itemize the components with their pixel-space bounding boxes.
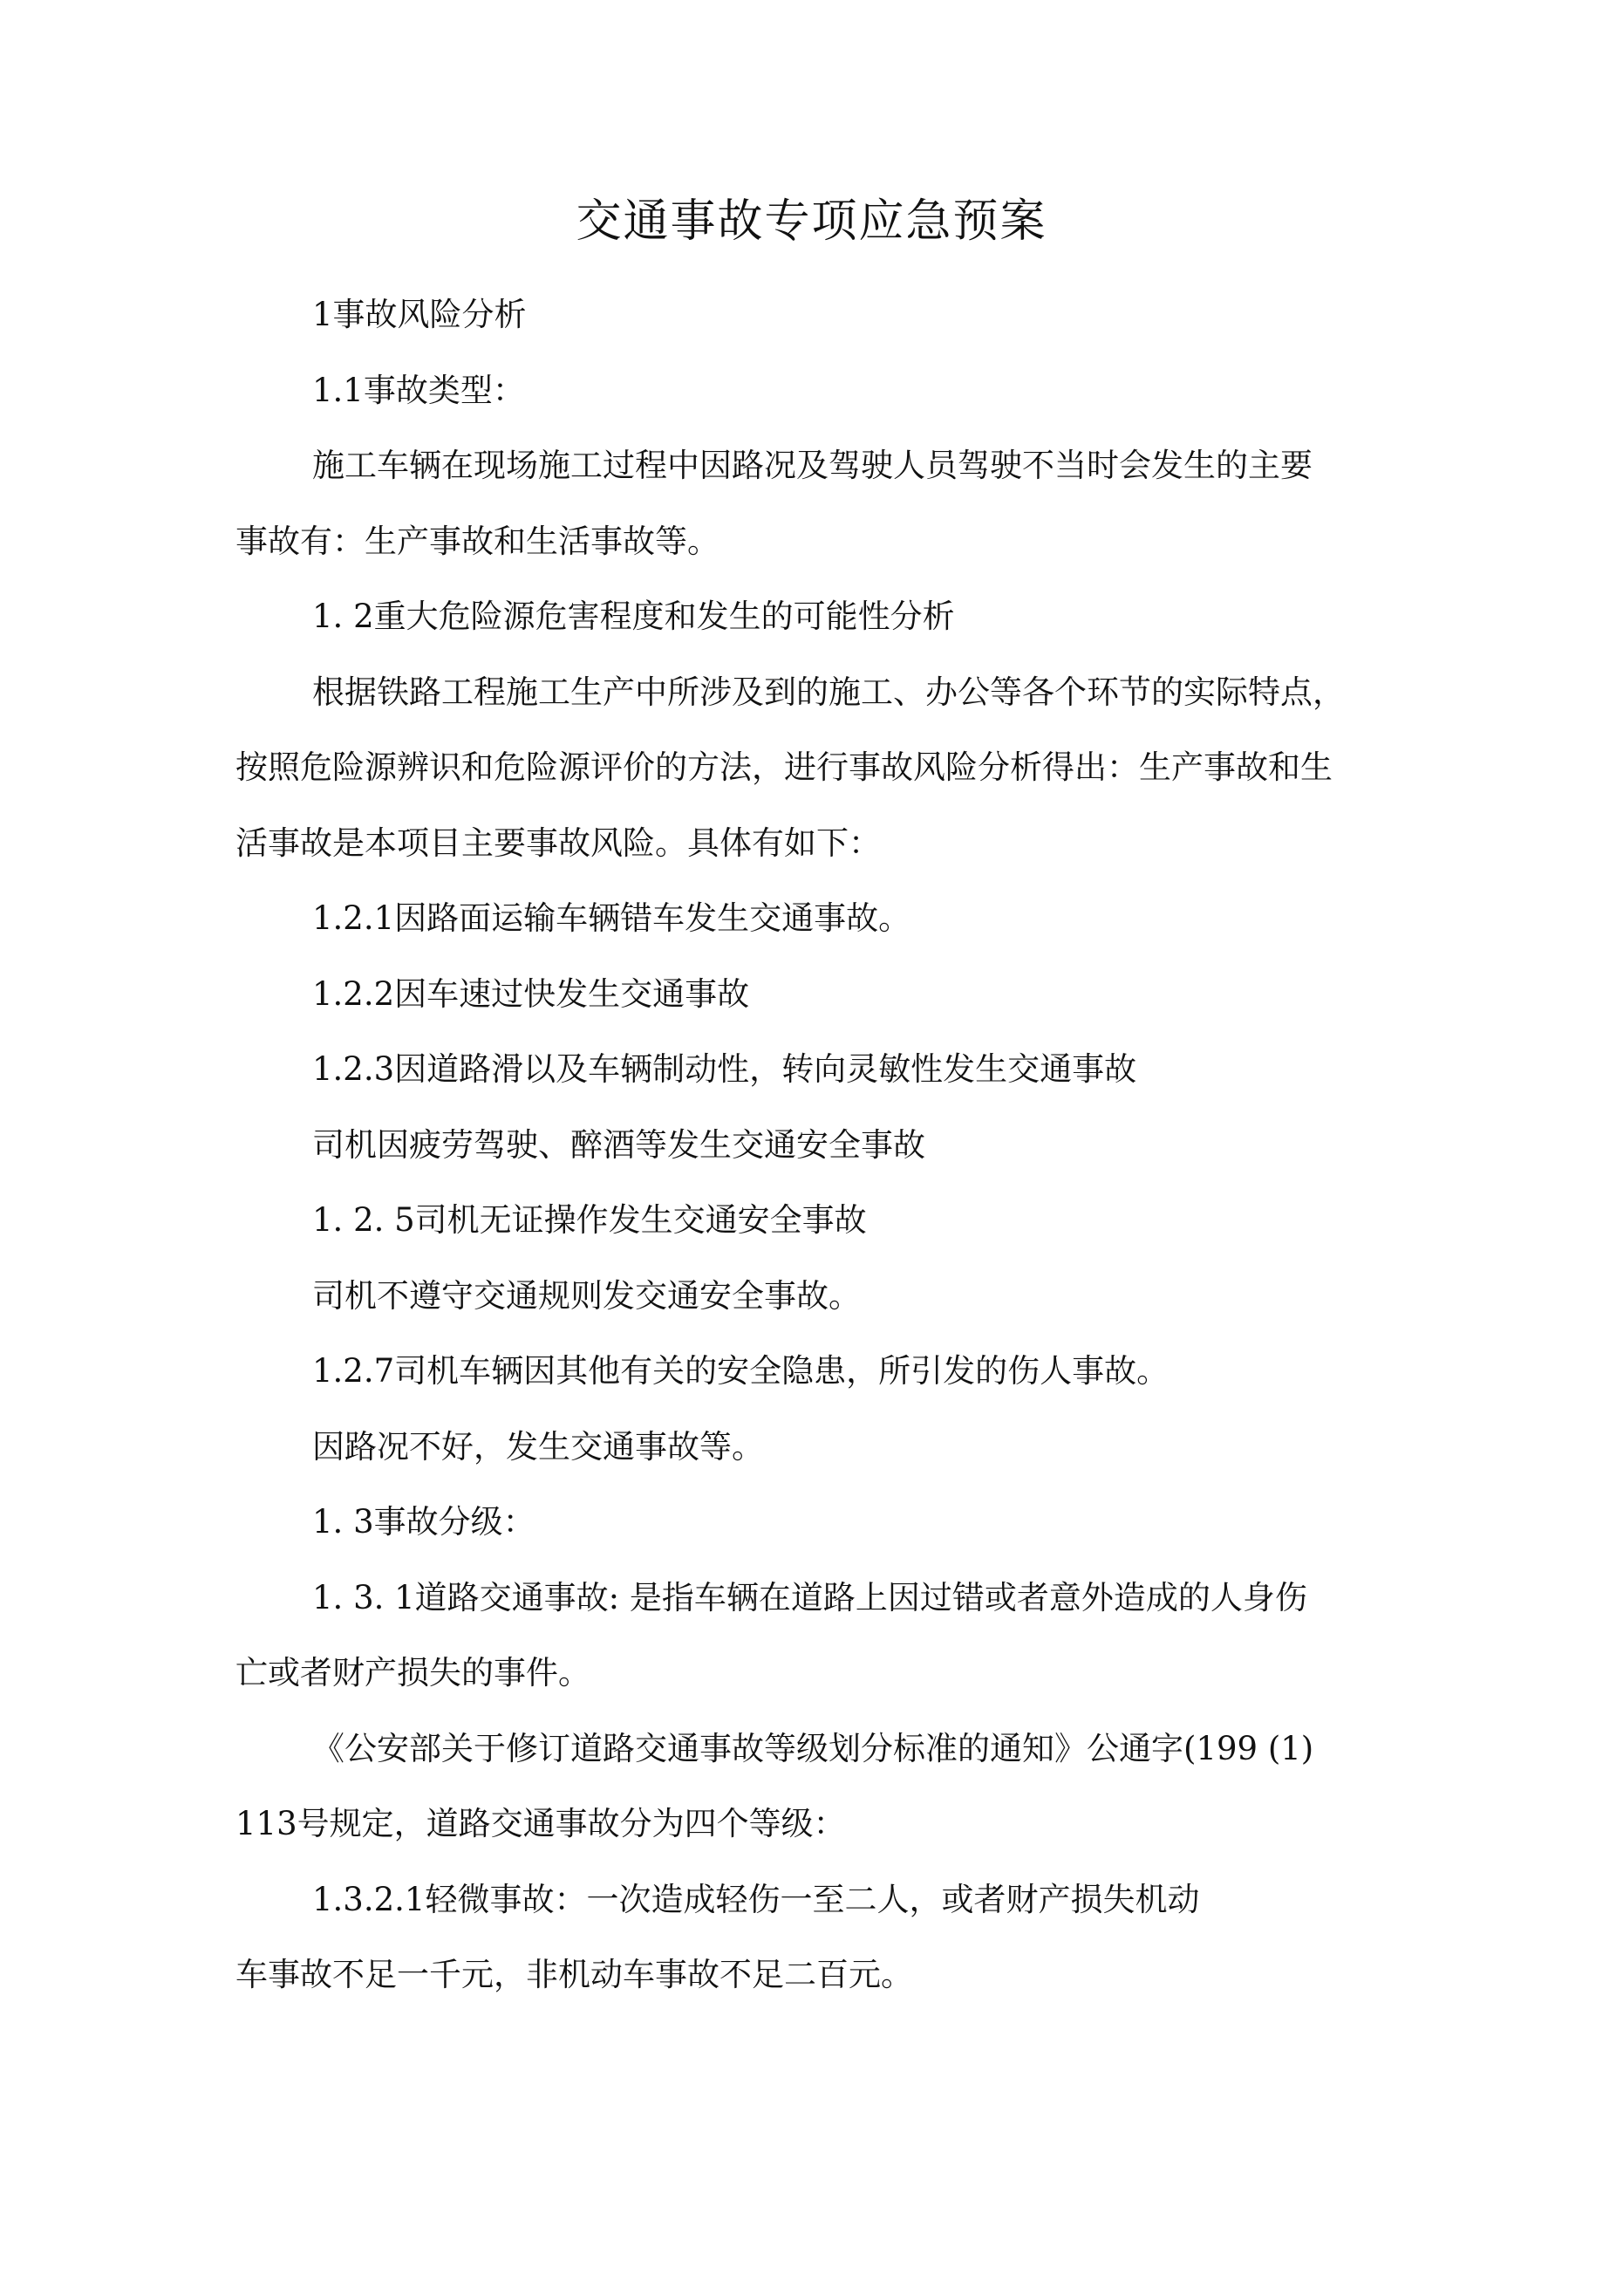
- paragraph-9: [235, 1108, 1413, 1184]
- paragraph-line: 按照危险源辨识和危险源评价的方法，进行事故风险分析得出：生产事故和生: [235, 748, 1333, 786]
- paragraph-10: [235, 1183, 1413, 1259]
- document-body: [235, 277, 1413, 2013]
- paragraph-line: 活事故是本项目主要事故风险。具体有如下：: [235, 823, 881, 862]
- paragraph-line: 司机因疲劳驾驶、醉酒等发生交通安全事故: [312, 1125, 925, 1164]
- paragraph-line: 《公安部关于修订道路交通事故等级划分标准的通知》公通字(199 (1): [312, 1729, 1314, 1767]
- paragraph-line: 1.1事故类型：: [312, 371, 525, 409]
- paragraph-12: [235, 1334, 1413, 1410]
- document-title: 交通事故专项应急预案: [576, 195, 1047, 248]
- paragraph-line: 1.2.3因道路滑以及车辆制动性，转向灵敏性发生交通事故: [312, 1050, 1137, 1088]
- paragraph-line: 1. 2. 5司机无证操作发生交通安全事故: [312, 1201, 867, 1239]
- paragraph-line: 根据铁路工程施工生产中所涉及到的施工、办公等各个环节的实际特点，: [312, 673, 1345, 711]
- paragraph-14: [235, 1485, 1413, 1561]
- paragraph-17: [235, 1862, 1413, 2013]
- paragraph-7: [235, 957, 1413, 1033]
- paragraph-line: 1. 3事故分级：: [312, 1503, 535, 1541]
- paragraph-line: 1. 2重大危险源危害程度和发生的可能性分析: [312, 598, 955, 635]
- paragraph-line: 事故有：生产事故和生活事故等。: [235, 522, 719, 560]
- paragraph-6: [235, 881, 1413, 957]
- paragraph-line: 113号规定，道路交通事故分为四个等级：: [235, 1805, 846, 1842]
- paragraph-8: [235, 1032, 1413, 1108]
- paragraph-5: [235, 655, 1413, 882]
- paragraph-line: 1事故风险分析: [312, 296, 527, 333]
- paragraph-2: [235, 353, 1413, 429]
- paragraph-1: [235, 277, 1413, 353]
- paragraph-line: 1.2.7司机车辆因其他有关的安全隐患，所引发的伤人事故。: [312, 1352, 1170, 1390]
- paragraph-line: 1. 3. 1道路交通事故: 是指车辆在道路上因过错或者意外造成的人身伤: [312, 1578, 1307, 1616]
- paragraph-line: 司机不遵守交通规则发交通安全事故。: [312, 1276, 861, 1315]
- paragraph-line: 施工车辆在现场施工过程中因路况及驾驶人员驾驶不当时会发生的主要: [312, 447, 1313, 484]
- paragraph-line: 亡或者财产损失的事件。: [235, 1654, 590, 1691]
- paragraph-4: [235, 579, 1413, 655]
- paragraph-13: [235, 1410, 1413, 1486]
- paragraph-line: 车事故不足一千元，非机动车事故不足二百元。: [235, 1956, 913, 1993]
- paragraph-3: [235, 428, 1413, 579]
- paragraph-11: [235, 1259, 1413, 1335]
- paragraph-line: 1.3.2.1轻微事故：一次造成轻伤一至二人，或者财产损失机动: [312, 1880, 1200, 1918]
- paragraph-line: 1.2.1因路面运输车辆错车发生交通事故。: [312, 899, 911, 937]
- paragraph-15: [235, 1561, 1413, 1712]
- paragraph-16: [235, 1712, 1413, 1862]
- paragraph-line: 因路况不好，发生交通事故等。: [312, 1427, 764, 1466]
- paragraph-line: 1.2.2因车速过快发生交通事故: [312, 974, 750, 1013]
